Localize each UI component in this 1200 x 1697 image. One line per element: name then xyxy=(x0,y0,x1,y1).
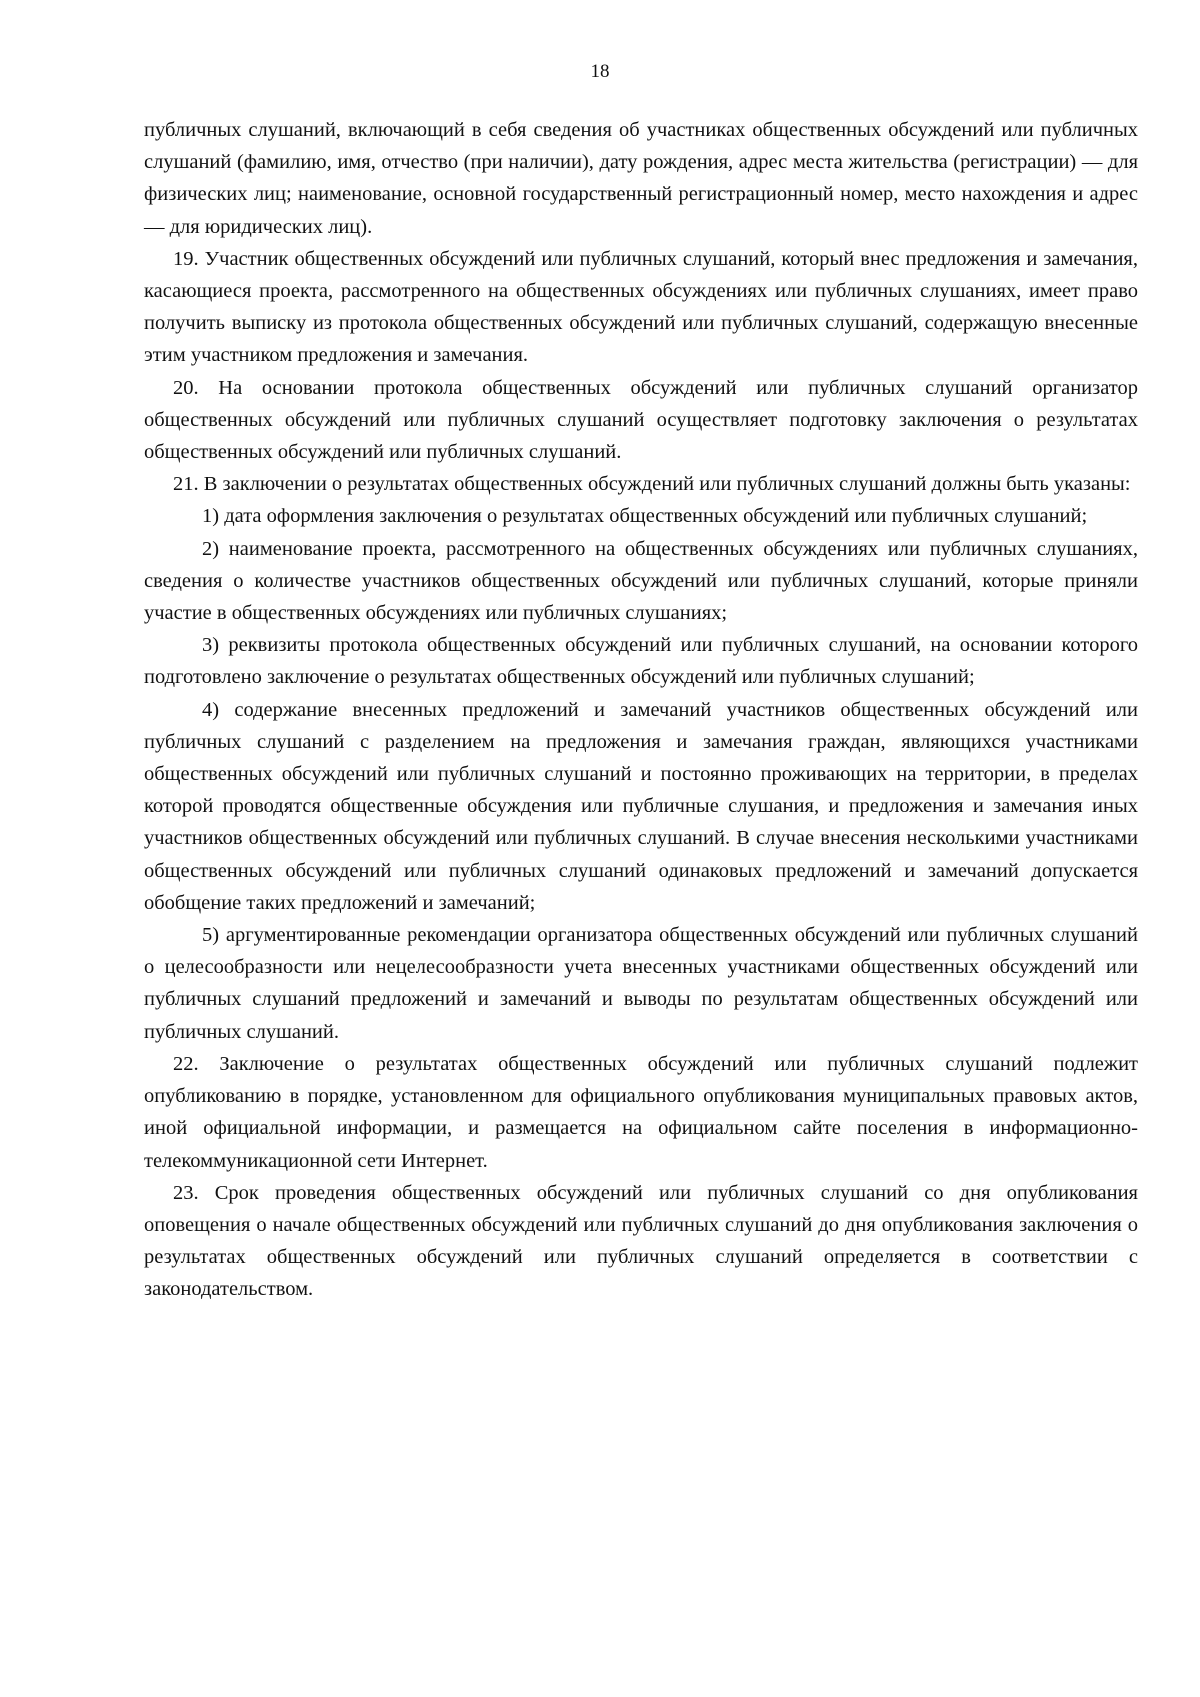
paragraph-item-23: 23. Срок проведения общественных обсуждений или публичных слушаний со дня опубликования оповещения о начале общественных обсуждений или публичных слушаний до дня опубликования заключения о результатах общественных обсуждений или публичных слушаний определяется в соответствии с законодательством. xyxy=(144,1181,1138,1301)
subitem-21-1: 1) дата оформления заключения о результатах общественных обсуждений или публичных слушаний; xyxy=(202,505,1088,528)
paragraph-item-20: 20. На основании протокола общественных обсуждений или публичных слушаний организатор общественных обсуждений или публичных слушаний осуществляет подготовку заключения о результатах общественных обсуждений или публичных слушаний. xyxy=(144,376,1138,464)
paragraph-item-21: 21. В заключении о результатах общественных обсуждений или публичных слушаний должны быть указаны: xyxy=(173,473,1131,496)
page-number: 18 xyxy=(590,61,610,82)
paragraph-item-19: 19. Участник общественных обсуждений или публичных слушаний, который внес предложения и замечания, касающиеся проекта, рассмотренного на общественных обсуждениях или публичных слушаниях, имеет право получить выписку из протокола общественных обсуждений или публичных слушаний, содержащую внесенные этим участником предложения и замечания. xyxy=(144,247,1138,367)
paragraph-continuation: публичных слушаний, включающий в себя сведения об участниках общественных обсуждений или публичных слушаний (фамилию, имя, отчество (при наличии), дату рождения, адрес места жительства (регистрации) — для физических лиц; наименование, основной государственный регистрационный номер, место нахождения и адрес — для юридических лиц). xyxy=(144,119,1138,238)
subitem-21-4: 4) содержание внесенных предложений и замечаний участников общественных обсуждений или публичных слушаний с разделением на предложения и замечания граждан, являющихся участниками общественных обсуждений или публичных слушаний и постоянно проживающих на территории, в пределах которой проводятся общественные обсуждения или публичные слушания, и предложения и замечания иных участников общественных обсуждений или публичных слушаний. В случае внесения несколькими участниками общественных обсуждений или публичных слушаний одинаковых предложений и замечаний допускается обобщение таких предложений и замечаний; xyxy=(144,698,1138,914)
subitem-21-5: 5) аргументированные рекомендации организатора общественных обсуждений или публичных слушаний о целесообразности или нецелесообразности учета внесенных участниками общественных обсуждений или публичных слушаний предложений и замечаний и выводы по результатам общественных обсуждений или публичных слушаний. xyxy=(144,924,1138,1043)
subitem-21-2: 2) наименование проекта, рассмотренного на общественных обсуждениях или публичных слушаниях, сведения о количестве участников общественных обсуждений или публичных слушаний, которые приняли участие в общественных обсуждениях или публичных слушаниях; xyxy=(144,537,1138,625)
paragraph-item-22: 22. Заключение о результатах общественных обсуждений или публичных слушаний подлежит опубликованию в порядке, установленном для официального опубликования муниципальных правовых актов, иной официальной информации, и размещается на официальном сайте поселения в информационно-телекоммуникационной сети Интернет. xyxy=(144,1052,1138,1172)
document-body xyxy=(144,114,1138,1306)
subitem-21-3: 3) реквизиты протокола общественных обсуждений или публичных слушаний, на основании которого подготовлено заключение о результатах общественных обсуждений или публичных слушаний; xyxy=(144,634,1138,689)
